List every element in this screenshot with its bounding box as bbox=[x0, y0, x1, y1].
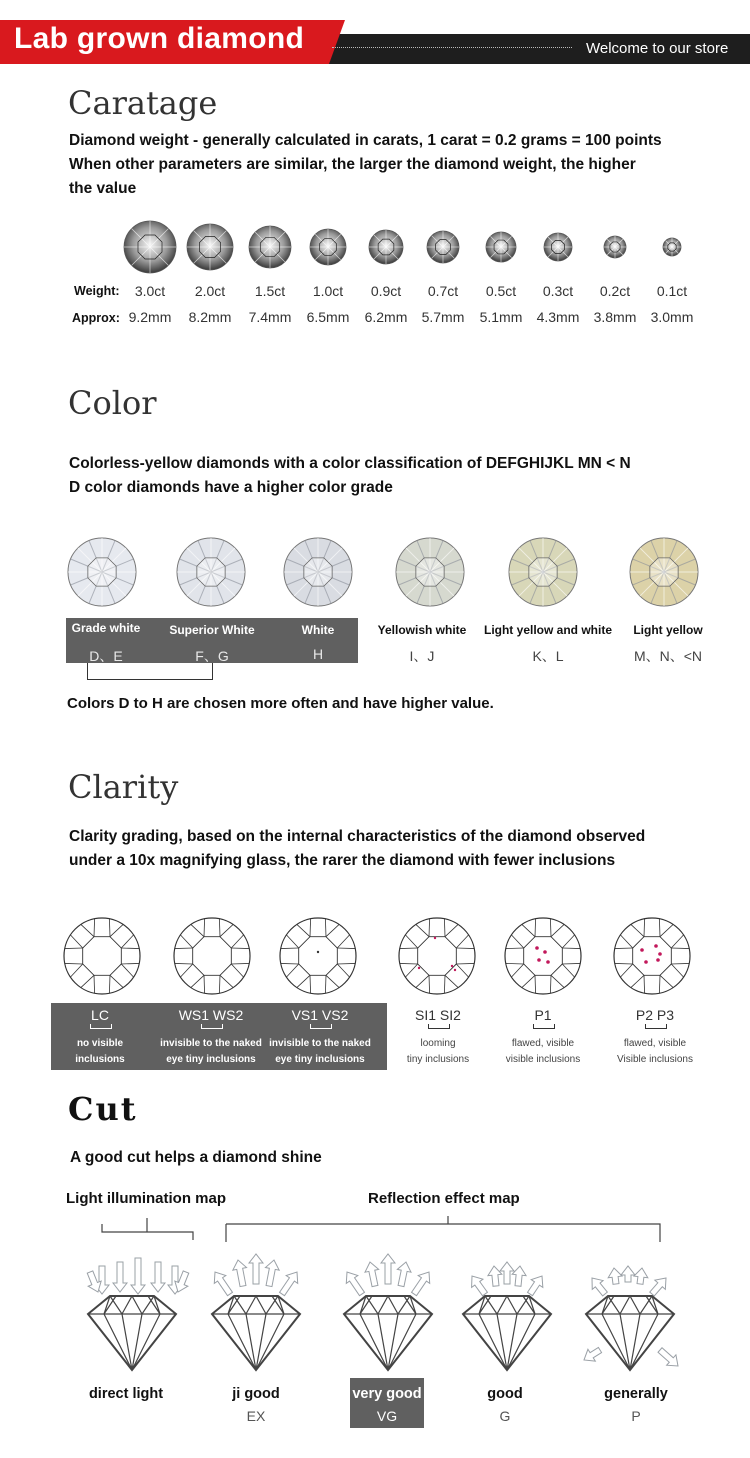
cut-diagram-4 bbox=[584, 1266, 678, 1370]
color-diamonds-row bbox=[0, 530, 750, 620]
color-grade-name: Light yellow and white bbox=[483, 623, 612, 637]
weight-value: 1.5ct bbox=[254, 283, 286, 299]
clarity-caption: invisible to the naked eye tiny inclusions bbox=[160, 1038, 262, 1065]
clarity-bracket bbox=[90, 1024, 112, 1029]
header-divider bbox=[332, 47, 572, 48]
caratage-line-3: the value bbox=[69, 180, 137, 197]
clarity-grade-code: P2 P3 bbox=[635, 1007, 675, 1023]
color-grade-name: White bbox=[301, 623, 335, 637]
clarity-title: Clarity bbox=[68, 768, 179, 806]
cut-diagrams bbox=[0, 1210, 750, 1380]
weight-value: 0.5ct bbox=[485, 283, 517, 299]
weight-label: Weight: bbox=[74, 284, 120, 298]
color-grade-code: H bbox=[312, 646, 324, 662]
color-diamond-0 bbox=[68, 538, 136, 606]
illumination-label: Light illumination map bbox=[66, 1190, 226, 1207]
clarity-grade-code: P1 bbox=[534, 1007, 552, 1023]
weight-value: 0.7ct bbox=[427, 283, 459, 299]
cut-grade-name: generally bbox=[604, 1386, 668, 1402]
color-grade-code: D、E bbox=[89, 648, 123, 664]
caratage-description bbox=[69, 129, 749, 201]
reflection-label: Reflection effect map bbox=[368, 1190, 520, 1207]
cut-diagram-3 bbox=[463, 1262, 551, 1370]
caratage-title: Caratage bbox=[68, 84, 218, 122]
carat-diamond-1 bbox=[187, 224, 233, 270]
weight-value: 0.9ct bbox=[370, 283, 402, 299]
weight-value: 1.0ct bbox=[312, 283, 344, 299]
carat-diamond-8 bbox=[604, 236, 626, 258]
cut-grade-code: EX bbox=[246, 1408, 266, 1424]
color-grade-code: K、L bbox=[532, 648, 564, 664]
size-value: 5.1mm bbox=[479, 309, 523, 325]
clarity-caption: looming tiny inclusions bbox=[406, 1038, 470, 1065]
clarity-diamond-1 bbox=[174, 918, 250, 994]
carat-diamond-0 bbox=[124, 221, 176, 273]
cut-grade-name: very good bbox=[352, 1386, 422, 1402]
color-grade-code: M、N、<N bbox=[633, 648, 703, 664]
clarity-caption: flawed, visible visible inclusions bbox=[505, 1038, 581, 1065]
clarity-diamond-0 bbox=[64, 918, 140, 994]
carat-diamond-9 bbox=[663, 238, 681, 256]
size-value: 9.2mm bbox=[128, 309, 172, 325]
size-value: 4.3mm bbox=[536, 309, 580, 325]
color-grade-code: I、J bbox=[409, 648, 435, 664]
caratage-line-1: Diamond weight - generally calculated in carats, 1 carat = 0.2 grams = 100 points bbox=[69, 132, 662, 149]
clarity-grade-code: LC bbox=[91, 1007, 109, 1023]
size-value: 5.7mm bbox=[421, 309, 465, 325]
weight-value: 0.1ct bbox=[656, 283, 688, 299]
approx-label: Approx: bbox=[72, 311, 120, 325]
clarity-diamonds-row bbox=[0, 910, 750, 1005]
clarity-grade-code: VS1 VS2 bbox=[291, 1007, 349, 1023]
color-note: Colors D to H are chosen more often and have higher value. bbox=[67, 695, 494, 712]
cut-grade-name: direct light bbox=[88, 1386, 164, 1402]
cut-diagram-2 bbox=[344, 1254, 432, 1370]
caratage-line-2: When other parameters are similar, the larger the diamond weight, the higher bbox=[69, 156, 636, 173]
carat-diamond-6 bbox=[486, 232, 516, 262]
welcome-text: Welcome to our store bbox=[586, 40, 729, 57]
weight-value: 2.0ct bbox=[194, 283, 226, 299]
cut-subtitle: A good cut helps a diamond shine bbox=[70, 1149, 322, 1166]
carat-diamond-3 bbox=[310, 229, 346, 265]
cut-grade-code: P bbox=[631, 1408, 641, 1424]
weight-value: 0.3ct bbox=[542, 283, 574, 299]
clarity-line-1: Clarity grading, based on the internal characteristics of the diamond observed bbox=[69, 828, 646, 845]
clarity-caption: no visible inclusions bbox=[75, 1038, 125, 1065]
clarity-diamond-3 bbox=[399, 918, 475, 994]
carat-diamonds-row bbox=[110, 214, 710, 280]
weight-value: 3.0ct bbox=[134, 283, 166, 299]
clarity-bracket bbox=[645, 1024, 667, 1029]
cut-diagram-1 bbox=[212, 1254, 300, 1370]
clarity-bracket bbox=[428, 1024, 450, 1029]
color-diamond-3 bbox=[396, 538, 464, 606]
carat-diamond-5 bbox=[427, 231, 459, 263]
clarity-caption: flawed, visible Visible inclusions bbox=[617, 1038, 693, 1065]
color-description bbox=[69, 452, 749, 500]
color-diamond-4 bbox=[509, 538, 577, 606]
cut-grade-code: VG bbox=[376, 1408, 398, 1424]
clarity-line-2: under a 10x magnifying glass, the rarer the diamond with fewer inclusions bbox=[69, 852, 616, 869]
clarity-bracket bbox=[310, 1024, 332, 1029]
clarity-diamond-2 bbox=[280, 918, 356, 994]
color-line-1: Colorless-yellow diamonds with a color classification of DEFGHIJKL MN < N bbox=[69, 455, 631, 472]
cut-grade-name: good bbox=[487, 1386, 523, 1402]
clarity-grade-code: WS1 WS2 bbox=[178, 1007, 244, 1023]
color-diamond-1 bbox=[177, 538, 245, 606]
header-title: Lab grown diamond bbox=[14, 22, 305, 55]
carat-diamond-2 bbox=[249, 226, 291, 268]
clarity-diamond-5 bbox=[614, 918, 690, 994]
color-bracket bbox=[87, 663, 213, 680]
clarity-diamond-4 bbox=[505, 918, 581, 994]
cut-grade-name: ji good bbox=[232, 1386, 280, 1402]
clarity-bracket bbox=[201, 1024, 223, 1029]
size-value: 7.4mm bbox=[248, 309, 292, 325]
color-grade-name: Yellowish white bbox=[377, 623, 467, 637]
carat-diamond-4 bbox=[369, 230, 403, 264]
color-title: Color bbox=[68, 384, 157, 422]
color-grade-name: Superior White bbox=[169, 623, 255, 637]
size-value: 6.5mm bbox=[306, 309, 350, 325]
cut-brackets bbox=[102, 1216, 660, 1242]
weight-value: 0.2ct bbox=[599, 283, 631, 299]
cut-grade-code: G bbox=[499, 1408, 511, 1424]
clarity-description bbox=[69, 825, 749, 873]
clarity-grade-code: SI1 SI2 bbox=[415, 1007, 461, 1023]
size-value: 6.2mm bbox=[364, 309, 408, 325]
size-value: 3.8mm bbox=[593, 309, 637, 325]
clarity-bracket bbox=[533, 1024, 555, 1029]
color-diamond-2 bbox=[284, 538, 352, 606]
color-diamond-5 bbox=[630, 538, 698, 606]
cut-title: Cut bbox=[68, 1090, 138, 1128]
color-grade-name: Grade white bbox=[71, 621, 141, 635]
size-value: 8.2mm bbox=[188, 309, 232, 325]
carat-diamond-7 bbox=[544, 233, 572, 261]
cut-diagram-0 bbox=[87, 1258, 189, 1370]
size-value: 3.0mm bbox=[650, 309, 694, 325]
clarity-caption: invisible to the naked eye tiny inclusions bbox=[269, 1038, 371, 1065]
color-grade-name: Light yellow bbox=[633, 623, 703, 637]
color-line-2: D color diamonds have a higher color grade bbox=[69, 479, 393, 496]
color-grade-code: F、G bbox=[195, 648, 229, 664]
